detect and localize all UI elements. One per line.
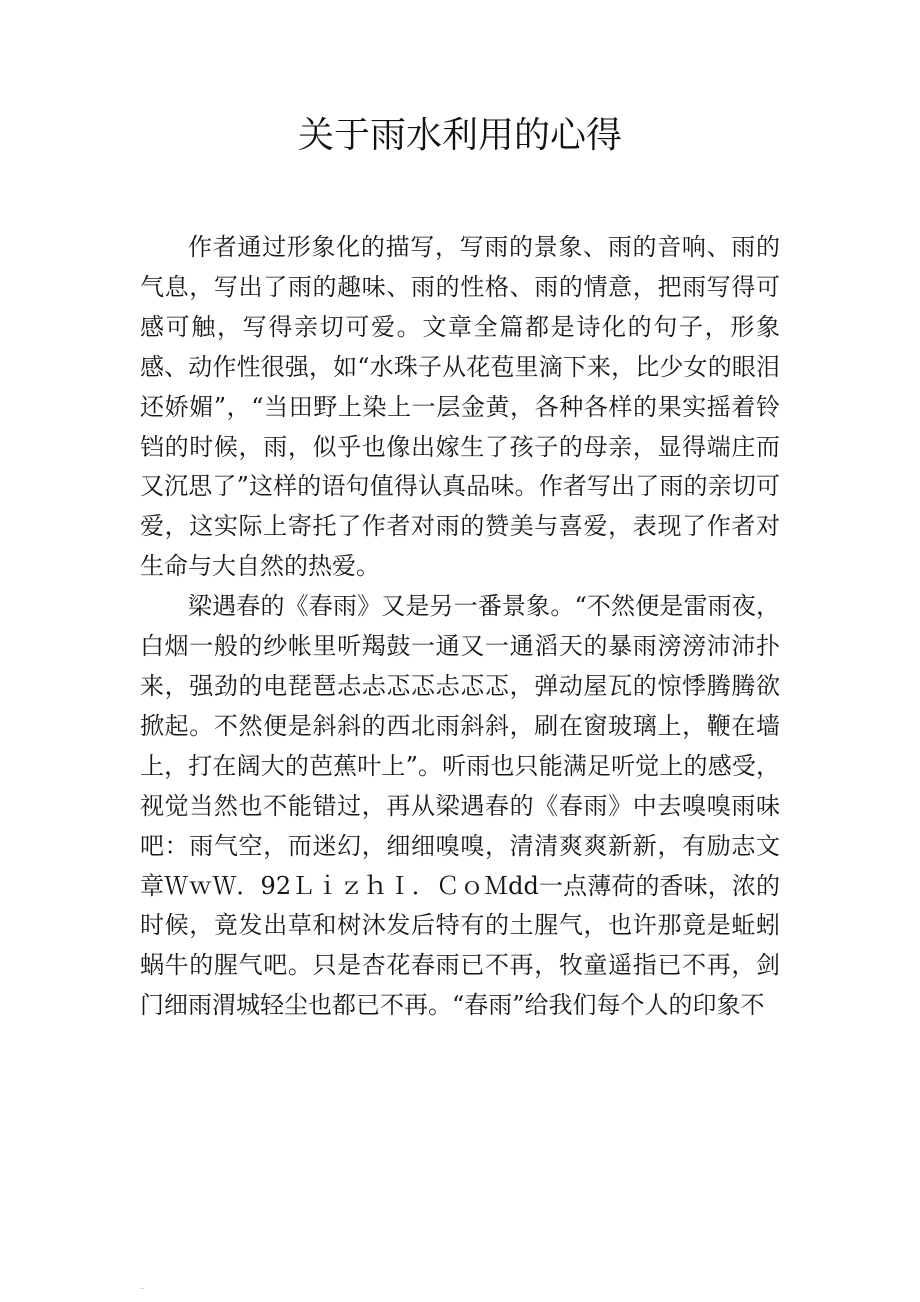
page-dot-mark xyxy=(140,1288,144,1289)
paragraph-1: 作者通过形象化的描写，写雨的景象、雨的音响、雨的气息，写出了雨的趣味、雨的性格、雨的情意，把雨写得可感可触，写得亲切可爱。文章全篇都是诗化的句子，形象感、动作性很强，如“水珠子从花苞里滴下来，比少女的眼泪还娇媚”，“当田野上染上一层金黄，各种各样的果实摇着铃铛的时候，雨，似乎也像出嫁生了孩子的母亲，显得端庄而又沉思了”这样的语句值得认真品味。作者写出了雨的亲切可爱，这实际上寄托了作者对雨的赞美与喜爱，表现了作者对生命与大自然的热爱。 xyxy=(140,233,780,581)
paragraph-2: 梁遇春的《春雨》又是另一番景象。“不然便是雷雨夜，白烟一般的纱帐里听羯鼓一通又一通滔天的暴雨滂滂沛沛扑来，强劲的电琵琶忐忐忑忑忐忑忑，弹动屋瓦的惊悸腾腾欲掀起。不然便是斜斜的西北雨斜斜，刷在窗玻璃上，鞭在墙上，打在阔大的芭蕉叶上”。听雨也只能满足听觉上的感受，视觉当然也不能错过，再从梁遇春的《春雨》中去嗅嗅雨味吧：雨气空，而迷幻，细细嗅嗅，清清爽爽新新，有励志文章ＷｗＷ．92ＬｉｚｈＩ．ＣｏＭdd一点薄荷的香味，浓的时候，竟发出草和树沐发后特有的土腥气，也许那竟是蚯蚓蜗牛的腥气吧。只是杏花春雨已不再，牧童遥指已不再，剑门细雨渭城轻尘也都已不再。“春雨”给我们每个人的印象不 xyxy=(140,592,780,1020)
page-title: 关于雨水利用的心得 xyxy=(297,115,622,156)
document-body xyxy=(140,228,780,1026)
